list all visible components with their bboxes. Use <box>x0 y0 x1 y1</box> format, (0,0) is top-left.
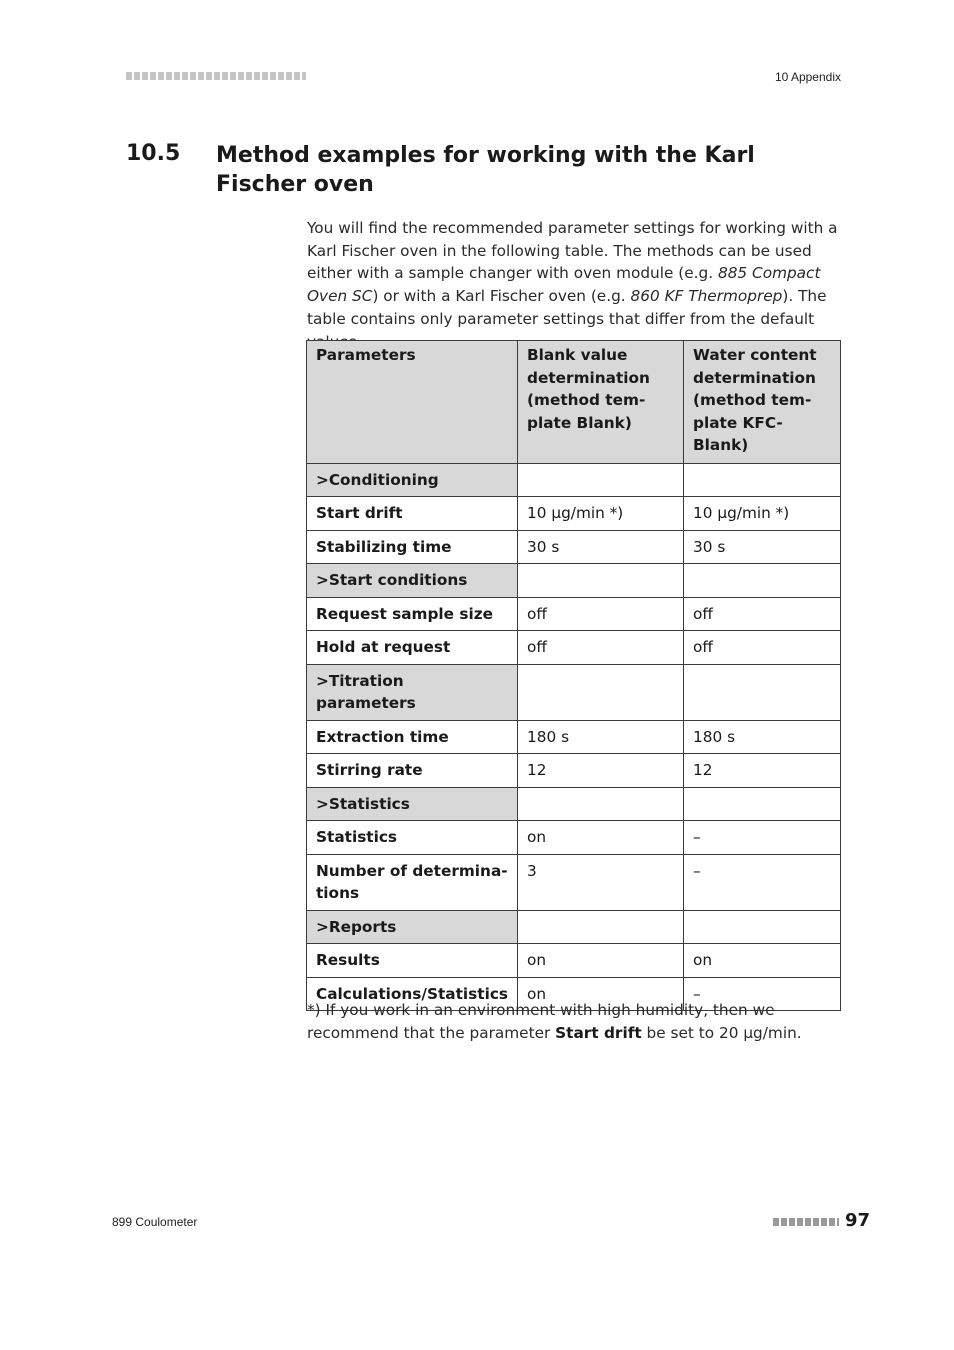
intro-paragraph <box>307 217 843 353</box>
header-blank-value: Blank value determination (method template Blank) <box>518 341 684 464</box>
header-water-content: Water content determination (method template KFC-Blank) <box>684 341 841 464</box>
blank-value-cell: 3 <box>518 854 684 910</box>
parameter-cell: Calculations/Statistics <box>307 977 518 1011</box>
parameter-cell: Number of determinations <box>307 854 518 910</box>
parameter-cell: >Conditioning <box>307 463 518 497</box>
footnote <box>307 999 847 1044</box>
blank-value-cell: 12 <box>518 754 684 788</box>
water-content-cell: – <box>684 977 841 1011</box>
parameter-cell: Extraction time <box>307 720 518 754</box>
blank-value-cell <box>518 664 684 720</box>
product-name: 899 Coulometer <box>112 1215 198 1229</box>
water-content-cell: off <box>684 631 841 665</box>
table-row <box>307 631 841 665</box>
water-content-cell: off <box>684 597 841 631</box>
table-header-row <box>307 341 841 464</box>
water-content-cell: 180 s <box>684 720 841 754</box>
parameter-cell: >Titration parameters <box>307 664 518 720</box>
footnote-text-2: be set to 20 µg/min. <box>641 1023 802 1042</box>
table-row <box>307 787 841 821</box>
water-content-cell: 10 µg/min *) <box>684 497 841 531</box>
blank-value-cell: on <box>518 821 684 855</box>
blank-value-cell: 180 s <box>518 720 684 754</box>
parameter-cell: Start drift <box>307 497 518 531</box>
intro-emphasis-1: 885 Compact Oven SC <box>307 264 821 306</box>
section-title: Method examples for working with the Karl Fischer oven <box>216 143 755 197</box>
footer-decoration <box>773 1218 839 1226</box>
page-number: 97 <box>845 1210 871 1231</box>
water-content-cell: 30 s <box>684 530 841 564</box>
blank-value-cell: on <box>518 977 684 1011</box>
chapter-label: 10 Appendix <box>774 70 841 84</box>
intro-text-3: ). The table contains only parameter settings that differ from the default <box>307 287 827 328</box>
water-content-cell <box>684 664 841 720</box>
section-number: 10.5 <box>126 141 181 166</box>
table-row <box>307 944 841 978</box>
table-body <box>307 463 841 1011</box>
intro-emphasis-2: 860 KF Thermoprep <box>630 287 783 306</box>
blank-value-cell <box>518 910 684 944</box>
table-row <box>307 597 841 631</box>
table-row <box>307 564 841 598</box>
water-content-cell <box>684 787 841 821</box>
water-content-cell <box>684 564 841 598</box>
table-row <box>307 530 841 564</box>
table-row <box>307 821 841 855</box>
parameter-cell: Results <box>307 944 518 978</box>
water-content-cell <box>684 910 841 944</box>
table-row <box>307 664 841 720</box>
water-content-cell: 12 <box>684 754 841 788</box>
blank-value-cell: on <box>518 944 684 978</box>
table-row <box>307 910 841 944</box>
parameter-cell: >Reports <box>307 910 518 944</box>
blank-value-cell: off <box>518 631 684 665</box>
parameter-cell: >Statistics <box>307 787 518 821</box>
water-content-cell: on <box>684 944 841 978</box>
table-row <box>307 497 841 531</box>
table-row <box>307 463 841 497</box>
blank-value-cell: off <box>518 597 684 631</box>
table-row <box>307 720 841 754</box>
table-row <box>307 754 841 788</box>
water-content-cell <box>684 463 841 497</box>
header-decoration <box>126 72 306 80</box>
blank-value-cell: 30 s <box>518 530 684 564</box>
water-content-cell: – <box>684 821 841 855</box>
header-parameters: Parameters <box>307 341 518 464</box>
parameter-cell: >Start conditions <box>307 564 518 598</box>
intro-text-1: You will find the recommended parameter settings for working with a Karl Fischer oven in the following table. The methods can be used either with a sample changer with oven module (e.g. <box>307 219 838 283</box>
parameter-cell: Request sample size <box>307 597 518 631</box>
table-row <box>307 854 841 910</box>
blank-value-cell: 10 µg/min *) <box>518 497 684 531</box>
parameter-cell: Statistics <box>307 821 518 855</box>
parameter-cell: Stabilizing time <box>307 530 518 564</box>
blank-value-cell <box>518 564 684 598</box>
blank-value-cell <box>518 787 684 821</box>
parameter-cell: Hold at request <box>307 631 518 665</box>
intro-text-2: ) or with a Karl Fischer oven (e.g. <box>372 287 631 306</box>
parameter-table <box>306 340 841 1011</box>
footnote-parameter: Start drift <box>555 1023 642 1042</box>
footnote-text-1: *) If you work in an environment with high humidity, then we recommend that the parameter <box>307 1001 775 1042</box>
water-content-cell: – <box>684 854 841 910</box>
blank-value-cell <box>518 463 684 497</box>
parameter-cell: Stirring rate <box>307 754 518 788</box>
